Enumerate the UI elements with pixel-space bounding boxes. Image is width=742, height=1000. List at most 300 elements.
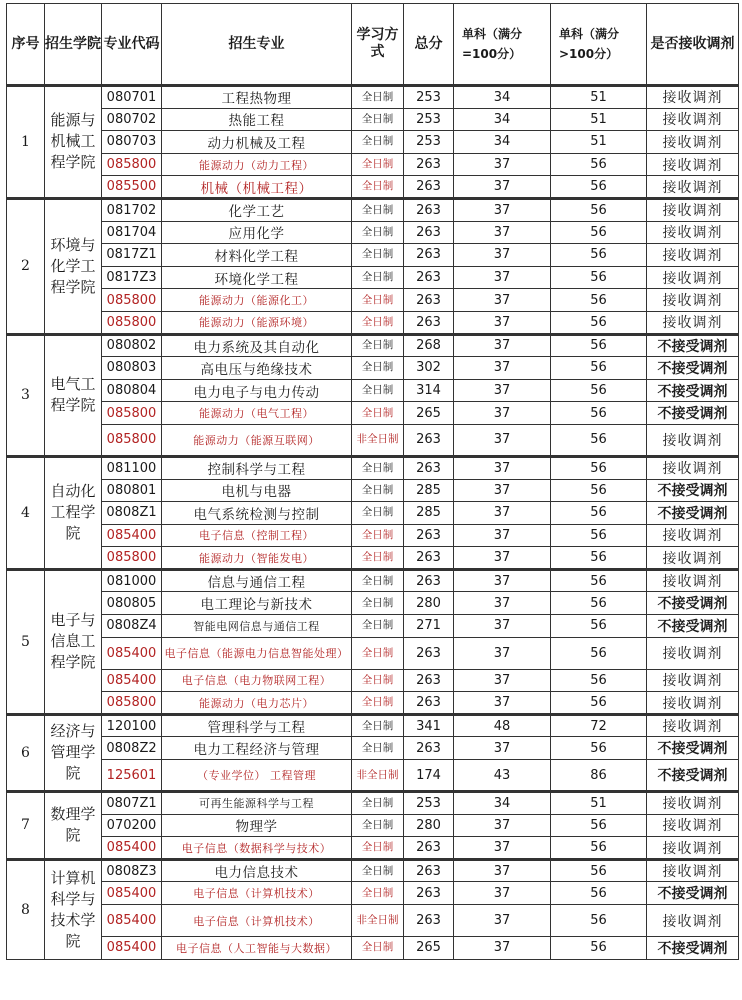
admission-score-table xyxy=(6,3,739,960)
college-group xyxy=(7,86,739,199)
adjust-status: 接收调剂 xyxy=(647,244,739,267)
single-score-100: 37 xyxy=(454,334,551,357)
table-row xyxy=(7,569,739,592)
single-score-over-100: 56 xyxy=(551,334,647,357)
single-score-100: 37 xyxy=(454,837,551,860)
adjust-status: 接收调剂 xyxy=(647,814,739,837)
adjust-status: 接收调剂 xyxy=(647,153,739,176)
group-seq: 1 xyxy=(7,86,45,199)
single-score-over-100: 56 xyxy=(551,153,647,176)
study-mode: 全日制 xyxy=(352,198,404,221)
single-score-over-100: 56 xyxy=(551,592,647,615)
adjust-status: 不接受调剂 xyxy=(647,882,739,905)
table-row xyxy=(7,108,739,131)
major-name: 物理学 xyxy=(162,814,352,837)
major-name: 电气系统检测与控制 xyxy=(162,502,352,525)
major-name: 电工理论与新技术 xyxy=(162,592,352,615)
adjust-status: 接收调剂 xyxy=(647,637,739,669)
major-code: 085400 xyxy=(102,905,162,937)
total-score: 263 xyxy=(404,882,454,905)
single-score-over-100: 56 xyxy=(551,244,647,267)
major-code: 085400 xyxy=(102,837,162,860)
adjust-status: 不接受调剂 xyxy=(647,592,739,615)
major-code: 080802 xyxy=(102,334,162,357)
table-row xyxy=(7,402,739,425)
group-seq: 6 xyxy=(7,714,45,791)
total-score: 271 xyxy=(404,615,454,638)
adjust-status: 接收调剂 xyxy=(647,221,739,244)
major-name: 高电压与绝缘技术 xyxy=(162,357,352,380)
adjust-status: 不接受调剂 xyxy=(647,357,739,380)
study-mode: 全日制 xyxy=(352,814,404,837)
adjust-status: 不接受调剂 xyxy=(647,479,739,502)
single-score-over-100: 56 xyxy=(551,479,647,502)
major-code: 0808Z3 xyxy=(102,859,162,882)
group-college: 环境与化学工程学院 xyxy=(45,198,102,334)
major-name: 能源动力（智能发电） xyxy=(162,547,352,570)
single-score-100: 37 xyxy=(454,737,551,760)
study-mode: 全日制 xyxy=(352,379,404,402)
major-code: 081704 xyxy=(102,221,162,244)
college-group xyxy=(7,569,739,714)
header-seq: 序号 xyxy=(7,4,45,86)
total-score: 253 xyxy=(404,792,454,815)
total-score: 253 xyxy=(404,131,454,154)
single-score-100: 34 xyxy=(454,792,551,815)
table-row xyxy=(7,837,739,860)
major-code: 085800 xyxy=(102,311,162,334)
major-code: 085800 xyxy=(102,402,162,425)
study-mode: 非全日制 xyxy=(352,760,404,792)
total-score: 280 xyxy=(404,814,454,837)
single-score-over-100: 56 xyxy=(551,176,647,199)
major-code: 080805 xyxy=(102,592,162,615)
study-mode: 全日制 xyxy=(352,692,404,715)
single-score-over-100: 51 xyxy=(551,86,647,109)
header-single-100: 单科（满分=100分） xyxy=(454,4,551,86)
table-row xyxy=(7,334,739,357)
total-score: 263 xyxy=(404,905,454,937)
table-row xyxy=(7,311,739,334)
group-college: 经济与管理学院 xyxy=(45,714,102,791)
study-mode: 全日制 xyxy=(352,153,404,176)
group-college: 计算机科学与技术学院 xyxy=(45,859,102,959)
major-name: 电力信息技术 xyxy=(162,859,352,882)
group-seq: 5 xyxy=(7,569,45,714)
header-code: 专业代码 xyxy=(102,4,162,86)
table-row xyxy=(7,814,739,837)
table-row xyxy=(7,669,739,692)
major-code: 080701 xyxy=(102,86,162,109)
single-score-100: 37 xyxy=(454,882,551,905)
study-mode: 全日制 xyxy=(352,221,404,244)
study-mode: 全日制 xyxy=(352,311,404,334)
table-row xyxy=(7,714,739,737)
group-college: 自动化工程学院 xyxy=(45,456,102,569)
adjust-status: 接收调剂 xyxy=(647,547,739,570)
table-row xyxy=(7,266,739,289)
total-score: 285 xyxy=(404,502,454,525)
table-row xyxy=(7,524,739,547)
single-score-100: 37 xyxy=(454,424,551,456)
header-single-over-100: 单科（满分>100分） xyxy=(551,4,647,86)
single-score-over-100: 56 xyxy=(551,669,647,692)
study-mode: 全日制 xyxy=(352,266,404,289)
major-name: 工程热物理 xyxy=(162,86,352,109)
single-score-over-100: 56 xyxy=(551,424,647,456)
single-score-100: 37 xyxy=(454,859,551,882)
single-score-over-100: 56 xyxy=(551,524,647,547)
major-name: 能源动力（电气工程） xyxy=(162,402,352,425)
major-code: 085800 xyxy=(102,424,162,456)
total-score: 268 xyxy=(404,334,454,357)
total-score: 280 xyxy=(404,592,454,615)
adjust-status: 接收调剂 xyxy=(647,905,739,937)
single-score-over-100: 56 xyxy=(551,379,647,402)
adjust-status: 接收调剂 xyxy=(647,266,739,289)
single-score-over-100: 56 xyxy=(551,859,647,882)
table-row xyxy=(7,456,739,479)
total-score: 263 xyxy=(404,198,454,221)
single-score-100: 34 xyxy=(454,86,551,109)
study-mode: 全日制 xyxy=(352,837,404,860)
study-mode: 全日制 xyxy=(352,289,404,312)
total-score: 263 xyxy=(404,837,454,860)
college-group xyxy=(7,198,739,334)
adjust-status: 接收调剂 xyxy=(647,859,739,882)
total-score: 314 xyxy=(404,379,454,402)
table-row xyxy=(7,176,739,199)
major-code: 0808Z2 xyxy=(102,737,162,760)
single-score-over-100: 56 xyxy=(551,266,647,289)
adjust-status: 接收调剂 xyxy=(647,692,739,715)
single-score-100: 37 xyxy=(454,289,551,312)
total-score: 265 xyxy=(404,402,454,425)
table-row xyxy=(7,760,739,792)
major-code: 085800 xyxy=(102,547,162,570)
group-college: 电子与信息工程学院 xyxy=(45,569,102,714)
major-code: 0807Z1 xyxy=(102,792,162,815)
total-score: 174 xyxy=(404,760,454,792)
table-row xyxy=(7,131,739,154)
table-row xyxy=(7,198,739,221)
total-score: 265 xyxy=(404,937,454,960)
table-row xyxy=(7,905,739,937)
major-name: 电力电子与电力传动 xyxy=(162,379,352,402)
major-name: 环境化学工程 xyxy=(162,266,352,289)
study-mode: 全日制 xyxy=(352,524,404,547)
study-mode: 全日制 xyxy=(352,479,404,502)
study-mode: 全日制 xyxy=(352,502,404,525)
single-score-over-100: 56 xyxy=(551,221,647,244)
group-seq: 7 xyxy=(7,792,45,860)
major-code: 0817Z1 xyxy=(102,244,162,267)
major-code: 085800 xyxy=(102,289,162,312)
total-score: 263 xyxy=(404,737,454,760)
major-code: 085500 xyxy=(102,176,162,199)
college-group xyxy=(7,714,739,791)
single-score-100: 37 xyxy=(454,479,551,502)
adjust-status: 接收调剂 xyxy=(647,714,739,737)
total-score: 341 xyxy=(404,714,454,737)
adjust-status: 接收调剂 xyxy=(647,198,739,221)
total-score: 263 xyxy=(404,456,454,479)
single-score-100: 37 xyxy=(454,379,551,402)
total-score: 263 xyxy=(404,244,454,267)
single-score-100: 37 xyxy=(454,402,551,425)
adjust-status: 不接受调剂 xyxy=(647,615,739,638)
adjust-status: 接收调剂 xyxy=(647,456,739,479)
study-mode: 全日制 xyxy=(352,456,404,479)
adjust-status: 不接受调剂 xyxy=(647,937,739,960)
major-name: 能源动力（动力工程） xyxy=(162,153,352,176)
header-major: 招生专业 xyxy=(162,4,352,86)
adjust-status: 不接受调剂 xyxy=(647,737,739,760)
major-name: 信息与通信工程 xyxy=(162,569,352,592)
table-row xyxy=(7,737,739,760)
single-score-over-100: 56 xyxy=(551,692,647,715)
study-mode: 非全日制 xyxy=(352,905,404,937)
adjust-status: 接收调剂 xyxy=(647,669,739,692)
single-score-over-100: 56 xyxy=(551,882,647,905)
table-row xyxy=(7,937,739,960)
study-mode: 全日制 xyxy=(352,615,404,638)
major-name: 管理科学与工程 xyxy=(162,714,352,737)
major-name: 动力机械及工程 xyxy=(162,131,352,154)
single-score-100: 37 xyxy=(454,524,551,547)
single-score-100: 43 xyxy=(454,760,551,792)
total-score: 263 xyxy=(404,221,454,244)
total-score: 263 xyxy=(404,859,454,882)
major-code: 081702 xyxy=(102,198,162,221)
study-mode: 全日制 xyxy=(352,131,404,154)
single-score-over-100: 86 xyxy=(551,760,647,792)
adjust-status: 接收调剂 xyxy=(647,792,739,815)
college-group xyxy=(7,859,739,959)
major-name: 电机与电器 xyxy=(162,479,352,502)
single-score-over-100: 56 xyxy=(551,198,647,221)
total-score: 285 xyxy=(404,479,454,502)
group-seq: 3 xyxy=(7,334,45,456)
major-name: 能源动力（电力芯片） xyxy=(162,692,352,715)
study-mode: 全日制 xyxy=(352,737,404,760)
total-score: 263 xyxy=(404,424,454,456)
college-group xyxy=(7,792,739,860)
study-mode: 全日制 xyxy=(352,357,404,380)
total-score: 263 xyxy=(404,524,454,547)
group-college: 能源与机械工程学院 xyxy=(45,86,102,199)
total-score: 263 xyxy=(404,266,454,289)
major-name: 能源动力（能源环境） xyxy=(162,311,352,334)
single-score-100: 37 xyxy=(454,692,551,715)
single-score-over-100: 56 xyxy=(551,456,647,479)
adjust-status: 接收调剂 xyxy=(647,108,739,131)
single-score-100: 37 xyxy=(454,547,551,570)
study-mode: 全日制 xyxy=(352,334,404,357)
single-score-100: 37 xyxy=(454,198,551,221)
group-seq: 2 xyxy=(7,198,45,334)
major-code: 085400 xyxy=(102,524,162,547)
single-score-over-100: 56 xyxy=(551,905,647,937)
study-mode: 全日制 xyxy=(352,792,404,815)
adjust-status: 接收调剂 xyxy=(647,424,739,456)
study-mode: 全日制 xyxy=(352,714,404,737)
single-score-over-100: 56 xyxy=(551,637,647,669)
adjust-status: 接收调剂 xyxy=(647,86,739,109)
table-row xyxy=(7,615,739,638)
single-score-over-100: 56 xyxy=(551,737,647,760)
adjust-status: 接收调剂 xyxy=(647,837,739,860)
single-score-over-100: 56 xyxy=(551,547,647,570)
major-name: 电子信息（数据科学与技术） xyxy=(162,837,352,860)
header-college: 招生学院 xyxy=(45,4,102,86)
table-row xyxy=(7,547,739,570)
single-score-100: 37 xyxy=(454,592,551,615)
table-row xyxy=(7,153,739,176)
total-score: 263 xyxy=(404,547,454,570)
adjust-status: 接收调剂 xyxy=(647,289,739,312)
major-code: 080803 xyxy=(102,357,162,380)
college-group xyxy=(7,334,739,456)
table-row xyxy=(7,289,739,312)
single-score-over-100: 56 xyxy=(551,502,647,525)
study-mode: 全日制 xyxy=(352,569,404,592)
major-name: 电子信息（计算机技术） xyxy=(162,882,352,905)
table-row xyxy=(7,424,739,456)
total-score: 263 xyxy=(404,289,454,312)
major-code: 080801 xyxy=(102,479,162,502)
study-mode: 全日制 xyxy=(352,592,404,615)
single-score-100: 37 xyxy=(454,905,551,937)
single-score-over-100: 51 xyxy=(551,792,647,815)
major-name: 智能电网信息与通信工程 xyxy=(162,615,352,638)
table-row xyxy=(7,379,739,402)
table-row xyxy=(7,859,739,882)
study-mode: 全日制 xyxy=(352,547,404,570)
single-score-100: 37 xyxy=(454,456,551,479)
single-score-over-100: 51 xyxy=(551,108,647,131)
major-code: 080804 xyxy=(102,379,162,402)
adjust-status: 不接受调剂 xyxy=(647,334,739,357)
total-score: 253 xyxy=(404,108,454,131)
major-name: 电力系统及其自动化 xyxy=(162,334,352,357)
major-name: 电子信息（人工智能与大数据） xyxy=(162,937,352,960)
total-score: 263 xyxy=(404,669,454,692)
major-code: 085400 xyxy=(102,882,162,905)
major-name: 材料化学工程 xyxy=(162,244,352,267)
total-score: 263 xyxy=(404,692,454,715)
adjust-status: 接收调剂 xyxy=(647,131,739,154)
study-mode: 全日制 xyxy=(352,937,404,960)
single-score-over-100: 72 xyxy=(551,714,647,737)
single-score-over-100: 56 xyxy=(551,615,647,638)
table-row xyxy=(7,357,739,380)
major-code: 080702 xyxy=(102,108,162,131)
total-score: 263 xyxy=(404,311,454,334)
study-mode: 全日制 xyxy=(352,176,404,199)
study-mode: 全日制 xyxy=(352,859,404,882)
single-score-100: 37 xyxy=(454,153,551,176)
major-code: 0817Z3 xyxy=(102,266,162,289)
group-college: 电气工程学院 xyxy=(45,334,102,456)
single-score-100: 34 xyxy=(454,131,551,154)
table-row xyxy=(7,592,739,615)
study-mode: 全日制 xyxy=(352,108,404,131)
adjust-status: 接收调剂 xyxy=(647,569,739,592)
major-name: 可再生能源科学与工程 xyxy=(162,792,352,815)
major-name: 控制科学与工程 xyxy=(162,456,352,479)
major-name: 能源动力（能源互联网） xyxy=(162,424,352,456)
adjust-status: 不接受调剂 xyxy=(647,760,739,792)
single-score-100: 37 xyxy=(454,311,551,334)
single-score-over-100: 56 xyxy=(551,937,647,960)
college-group xyxy=(7,456,739,569)
table-row xyxy=(7,244,739,267)
table-header xyxy=(7,4,739,86)
single-score-100: 37 xyxy=(454,221,551,244)
table-row xyxy=(7,221,739,244)
major-code: 080703 xyxy=(102,131,162,154)
single-score-over-100: 56 xyxy=(551,837,647,860)
study-mode: 全日制 xyxy=(352,882,404,905)
group-seq: 4 xyxy=(7,456,45,569)
major-name: 电子信息（能源电力信息智能处理） xyxy=(162,637,352,669)
single-score-100: 37 xyxy=(454,569,551,592)
major-code: 085800 xyxy=(102,153,162,176)
major-name: 机械（机械工程） xyxy=(162,176,352,199)
single-score-100: 34 xyxy=(454,108,551,131)
single-score-100: 37 xyxy=(454,669,551,692)
single-score-over-100: 56 xyxy=(551,289,647,312)
study-mode: 全日制 xyxy=(352,637,404,669)
table-row xyxy=(7,882,739,905)
total-score: 263 xyxy=(404,176,454,199)
major-code: 120100 xyxy=(102,714,162,737)
single-score-100: 37 xyxy=(454,814,551,837)
group-seq: 8 xyxy=(7,859,45,959)
header-mode: 学习方式 xyxy=(352,4,404,86)
total-score: 263 xyxy=(404,637,454,669)
major-name: 热能工程 xyxy=(162,108,352,131)
study-mode: 全日制 xyxy=(352,86,404,109)
single-score-over-100: 56 xyxy=(551,311,647,334)
study-mode: 全日制 xyxy=(352,402,404,425)
table-row xyxy=(7,637,739,669)
adjust-status: 接收调剂 xyxy=(647,176,739,199)
adjust-status: 不接受调剂 xyxy=(647,379,739,402)
major-name: 化学工艺 xyxy=(162,198,352,221)
single-score-100: 37 xyxy=(454,176,551,199)
study-mode: 全日制 xyxy=(352,669,404,692)
single-score-100: 37 xyxy=(454,357,551,380)
major-code: 085400 xyxy=(102,669,162,692)
major-name: 能源动力（能源化工） xyxy=(162,289,352,312)
single-score-100: 48 xyxy=(454,714,551,737)
total-score: 263 xyxy=(404,569,454,592)
adjust-status: 接收调剂 xyxy=(647,524,739,547)
single-score-100: 37 xyxy=(454,615,551,638)
header-adjust: 是否接收调剂 xyxy=(647,4,739,86)
header-total: 总分 xyxy=(404,4,454,86)
major-name: 电子信息（控制工程） xyxy=(162,524,352,547)
major-code: 0808Z4 xyxy=(102,615,162,638)
adjust-status: 接收调剂 xyxy=(647,311,739,334)
group-college: 数理学院 xyxy=(45,792,102,860)
single-score-over-100: 56 xyxy=(551,402,647,425)
single-score-100: 37 xyxy=(454,244,551,267)
table-row xyxy=(7,479,739,502)
adjust-status: 不接受调剂 xyxy=(647,402,739,425)
